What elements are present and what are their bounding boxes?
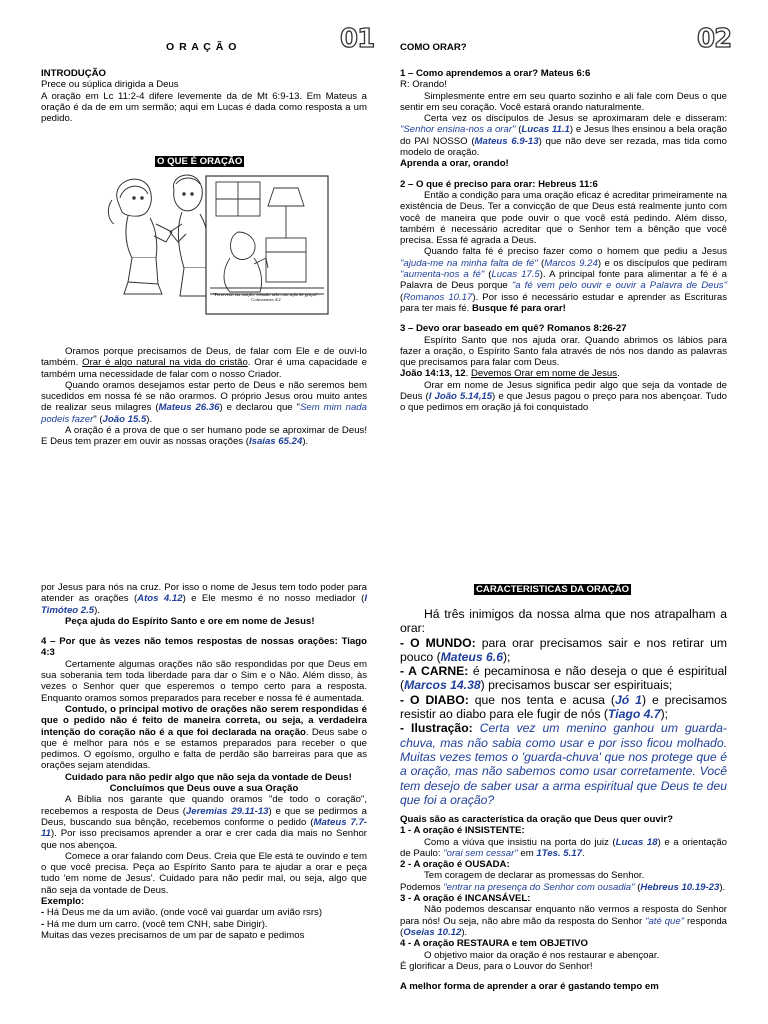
example-line-3: Muitas das vezes precisamos de um par de sapato e pedimos <box>41 929 305 941</box>
enemies-intro: Há três inimigos da nossa alma que nos atrapalham a orar: <box>400 607 727 636</box>
section-2-heading: 2 – O que é preciso para orar: Hebreus 11:6 <box>400 178 598 190</box>
section-3-heading: 3 – Devo orar baseado em quê? Romanos 8:26-27 <box>400 323 627 335</box>
illustration-caption: "Perseverai em oração, velando nela com ação de graças". Colossenses 4:2 <box>212 292 320 303</box>
caracteristicas-heading: CARACTERISTICAS DA ORAÇÃO <box>476 584 630 595</box>
char-4-heading: 4 - A oração RESTAURA e tem OBJETIVO <box>400 938 589 950</box>
char-3-text: Não podemos descansar enquanto não vermos a resposta do Senhor para nós! Ou seja, não abre mão da resposta do Senhor "até que" responda (Oseias 10.12). <box>400 904 727 938</box>
char-2-text-b: Podemos "entrar na presença do Senhor com ousadia" (Hebreus 10.19-23). <box>400 881 726 893</box>
page-02-heading: COMO ORAR? <box>400 42 467 53</box>
intro-line-2: A oração em Lc 11:2-4 difere levemente da de Mt 6:9-13. Em Mateus a oração é da de em um sermão; aqui em Lucas é dada como resposta a um pedido. <box>41 90 367 125</box>
ref-isaias-65-24: Isaías 65.24 <box>248 436 303 448</box>
children-praying-illustration <box>98 172 330 318</box>
enemy-mundo: - O MUNDO: para orar precisamos sair e nos retirar um pouco (Mateus 6.6); <box>400 635 727 664</box>
char-1-heading: 1 - A oração é INSISTENTE: <box>400 825 525 837</box>
example-heading: Exemplo: <box>41 896 85 908</box>
char-2-heading: 2 - A oração é OUSADA: <box>400 859 510 871</box>
char-3-heading: 3 - A oração é INCANSÁVEL: <box>400 893 531 905</box>
page-02-body <box>400 68 727 414</box>
section-3-p2: Orar em nome de Jesus significa pedir algo que seja da vontade de Deus (I João 5.14,15) e que Jesus pagou o preço para nos abençoar. Tudo o que pedimos em oração já foi conquistado <box>400 379 727 414</box>
char-4-text-b: É glorificar a Deus, para o Louvor do Senhor! <box>400 960 593 972</box>
section-heading-o-que-e-oracao: O QUE É ORAÇÃO <box>157 156 243 167</box>
section-1-p1: Simplesmente entre em seu quarto sozinho e ali fale com Deus o que sentir em seu coração. Você estará orando naturalmente. <box>400 90 727 113</box>
char-1-text: Como a viúva que insistiu na porta do juiz (Lucas 18) e a orientação de Paulo: "orai sem cessar" em 1Tes. 5.17. <box>400 836 727 859</box>
section-4-warning: Cuidado para não pedir algo que não seja da vontade de Deus! <box>65 771 352 783</box>
section-1-p2: Certa vez os discípulos de Jesus se aproximaram dele e disseram: "Senhor ensina-nos a orar" (Lucas 11.1) e Jesus lhes ensinou a bela oração do PAI NOSSO (Mateus 6.9-13) que não deve ser rezada, mas tida como modelo de oração. <box>400 113 728 159</box>
page-title: O R A Ç Ã O <box>166 41 238 53</box>
page-03-p1: por Jesus para nós na cruz. Por isso o nome de Jesus tem todo poder para atender as orações (Atos 4.12) e Ele mesmo é no nosso mediador (I Timóteo 2.5). <box>41 582 367 616</box>
section-1-answer: R: Orando! <box>400 79 447 91</box>
section-3-ref-line: João 14:13, 12. Devemos Orar em nome de Jesus. <box>400 368 620 380</box>
char-4-text-a: O objetivo maior da oração é nos restaurar e abençoar. <box>424 949 660 961</box>
example-line-1: - Há Deus me da um avião. (onde você vai guardar um avião rsrs) <box>41 907 323 919</box>
page-number-02: 02 <box>697 24 732 54</box>
enemies-block <box>400 607 727 807</box>
page-03-body <box>41 582 367 941</box>
section-1-heading: 1 – Como aprendemos a orar? Mateus 6:6 <box>400 68 591 79</box>
page-03-close: Peça ajuda do Espírito Santo e ore em nome de Jesus! <box>65 615 315 627</box>
paragraph-proof: A oração é a prova de que o ser humano pode se aproximar de Deus! E Deus tem prazer em ouvir as nossas orações (Isaías 65.24). <box>41 425 367 448</box>
section-4-p1: Certamente algumas orações não são respondidas por que Deus em sua soberania tem toda liberdade para dar o Sim e o Não. Além disso, às vezes o Senhor quer que esperemos o tempo certo para a resposta. Enquanto oramos somos preparados para receber e nossa fé é aumentada. <box>41 658 367 704</box>
closing-line: A melhor forma de aprender a orar é gastando tempo em <box>400 981 659 993</box>
conclusion-heading: Concluímos que Deus ouve a sua Oração <box>109 783 299 795</box>
section-4-p4: Comece a orar falando com Deus. Creia que Ele está te ouvindo e tem o que você precisa. Peça ao Espírito Santo para te ajudar a orar e peça tudo 'em nome de Jesus'. Cuidado para não pedir mal, ou seja, algo que não seja da vontade de Deus. <box>41 850 367 896</box>
characteristics-block <box>400 814 727 992</box>
page-01-body <box>41 346 367 448</box>
enemy-carne: - A CARNE: é pecaminosa e não deseja o que é espiritual (Marcos 14.38) precisamos buscar ser espirituais; <box>400 664 727 693</box>
ref-mateus-26-36: Mateus 26.36 <box>158 402 220 414</box>
intro-line-1: Prece ou súplica dirigida a Deus <box>41 79 179 91</box>
characteristics-question: Quais são as característica da oração que Deus quer ouvir? <box>400 814 674 825</box>
enemy-diabo: - O DIABO: que nos tenta e acusa (Jó 1) e precisamos resistir ao diabo para ele fugir de nós (Tiago 4.7); <box>400 692 727 722</box>
section-2-p1: Então a condição para uma oração eficaz é acreditar primeiramente na existência de Deus. Ter a convicção de que Deus está realmente junto com você de maneira que pode ouvir o que você está pedindo. Além disso, também é necessário acreditar que o Senhor tem a bênção que você precisa. Essa fé agrada a Deus. <box>400 189 727 247</box>
paragraph-close-to-god: Quando oramos desejamos estar perto de Deus e não seremos bem sucedidos em nossa fé se não orarmos. O próprio Jesus orou muito antes de realizar seus milagres (Mateus 26.36) e declarou que "Sem mim nada podeis fazer" (João 15.5). <box>41 379 367 425</box>
section-2-p2: Quando falta fé é preciso fazer como o homem que pediu a Jesus "ajuda-me na minha falta de fé" (Marcos 9.24) e os discípulos que pediram "aumenta-nos a fé" (Lucas 17.5). A principal fonte para alimentar a fé é a Palavra de Deus porque "a fé vem pelo ouvir e ouvir a Palavra de Deus" (Romanos 10.17). Por isso é necessário estudar e aprender as Escrituras para ter mais fé. Busque fé para orar! <box>400 246 728 314</box>
char-2-text-a: Tem coragem de declarar as promessas do Senhor. <box>424 870 645 882</box>
intro-block <box>41 68 367 124</box>
page-number-01: 01 <box>340 24 375 54</box>
section-4-p2: Contudo, o principal motivo de orações não serem respondidas é que o pedido não é feito de maneira correta, ou seja, a verdadeira intenção do coração não é a que foi declarada na oração. Deus sabe o que é melhor para nós e se estamos preparados para receber o que pedimos. O egoísmo, orgulho e falta de perdão são barreiras para que as orações sejam atendidas. <box>41 703 368 772</box>
section-4-heading: 4 – Por que às vezes não temos respostas de nossas orações: Tiago 4:3 <box>41 636 367 659</box>
example-line-2: - Há me dum um carro. (você tem CNH, sabe Dirigir). <box>41 918 268 930</box>
ref-joao-15-5: João 15.5 <box>102 413 147 425</box>
section-3-p1: Espírito Santo que nos ajuda orar. Quando abrimos os lábios para fazer a oração, o Espírito Santo fala através de nós nos dando as palavras que precisamos para falar com Deus. <box>400 334 727 369</box>
section-1-close: Aprenda a orar, orando! <box>400 158 509 170</box>
illustration-story: - Ilustração: Certa vez um menino ganhou um guarda-chuva, mas não sabia como usar e por isso ficou molhado. Muitas vezes temos o 'guarda-chuva' que nos protege que é a oração, mas não sabemos como usar corretamente. Você tem desejo de saber usar a arma espiritual que Deus te deu que foi a oração? <box>400 721 727 807</box>
section-4-p3: A Bíblia nos garante que quando oramos "de todo o coração", recebemos a resposta de Deus (Jeremias 29.11-13) e que se pedirmos a Deus, buscando sua bênção, recebemos conforme o pedido (Mateus 7.7-11). Por isso precisamos aprender a orar e crer cada dia mais no Senhor que nos abençoa. <box>41 794 367 851</box>
paragraph-why-pray: Oramos porque precisamos de Deus, de falar com Ele e de ouvi-lo também. Orar é algo natural na vida do cristão. Orar é uma capacidade e também uma necessidade de falar com o nosso Criador. <box>41 346 367 380</box>
intro-heading: INTRODUÇÃO <box>41 68 107 79</box>
